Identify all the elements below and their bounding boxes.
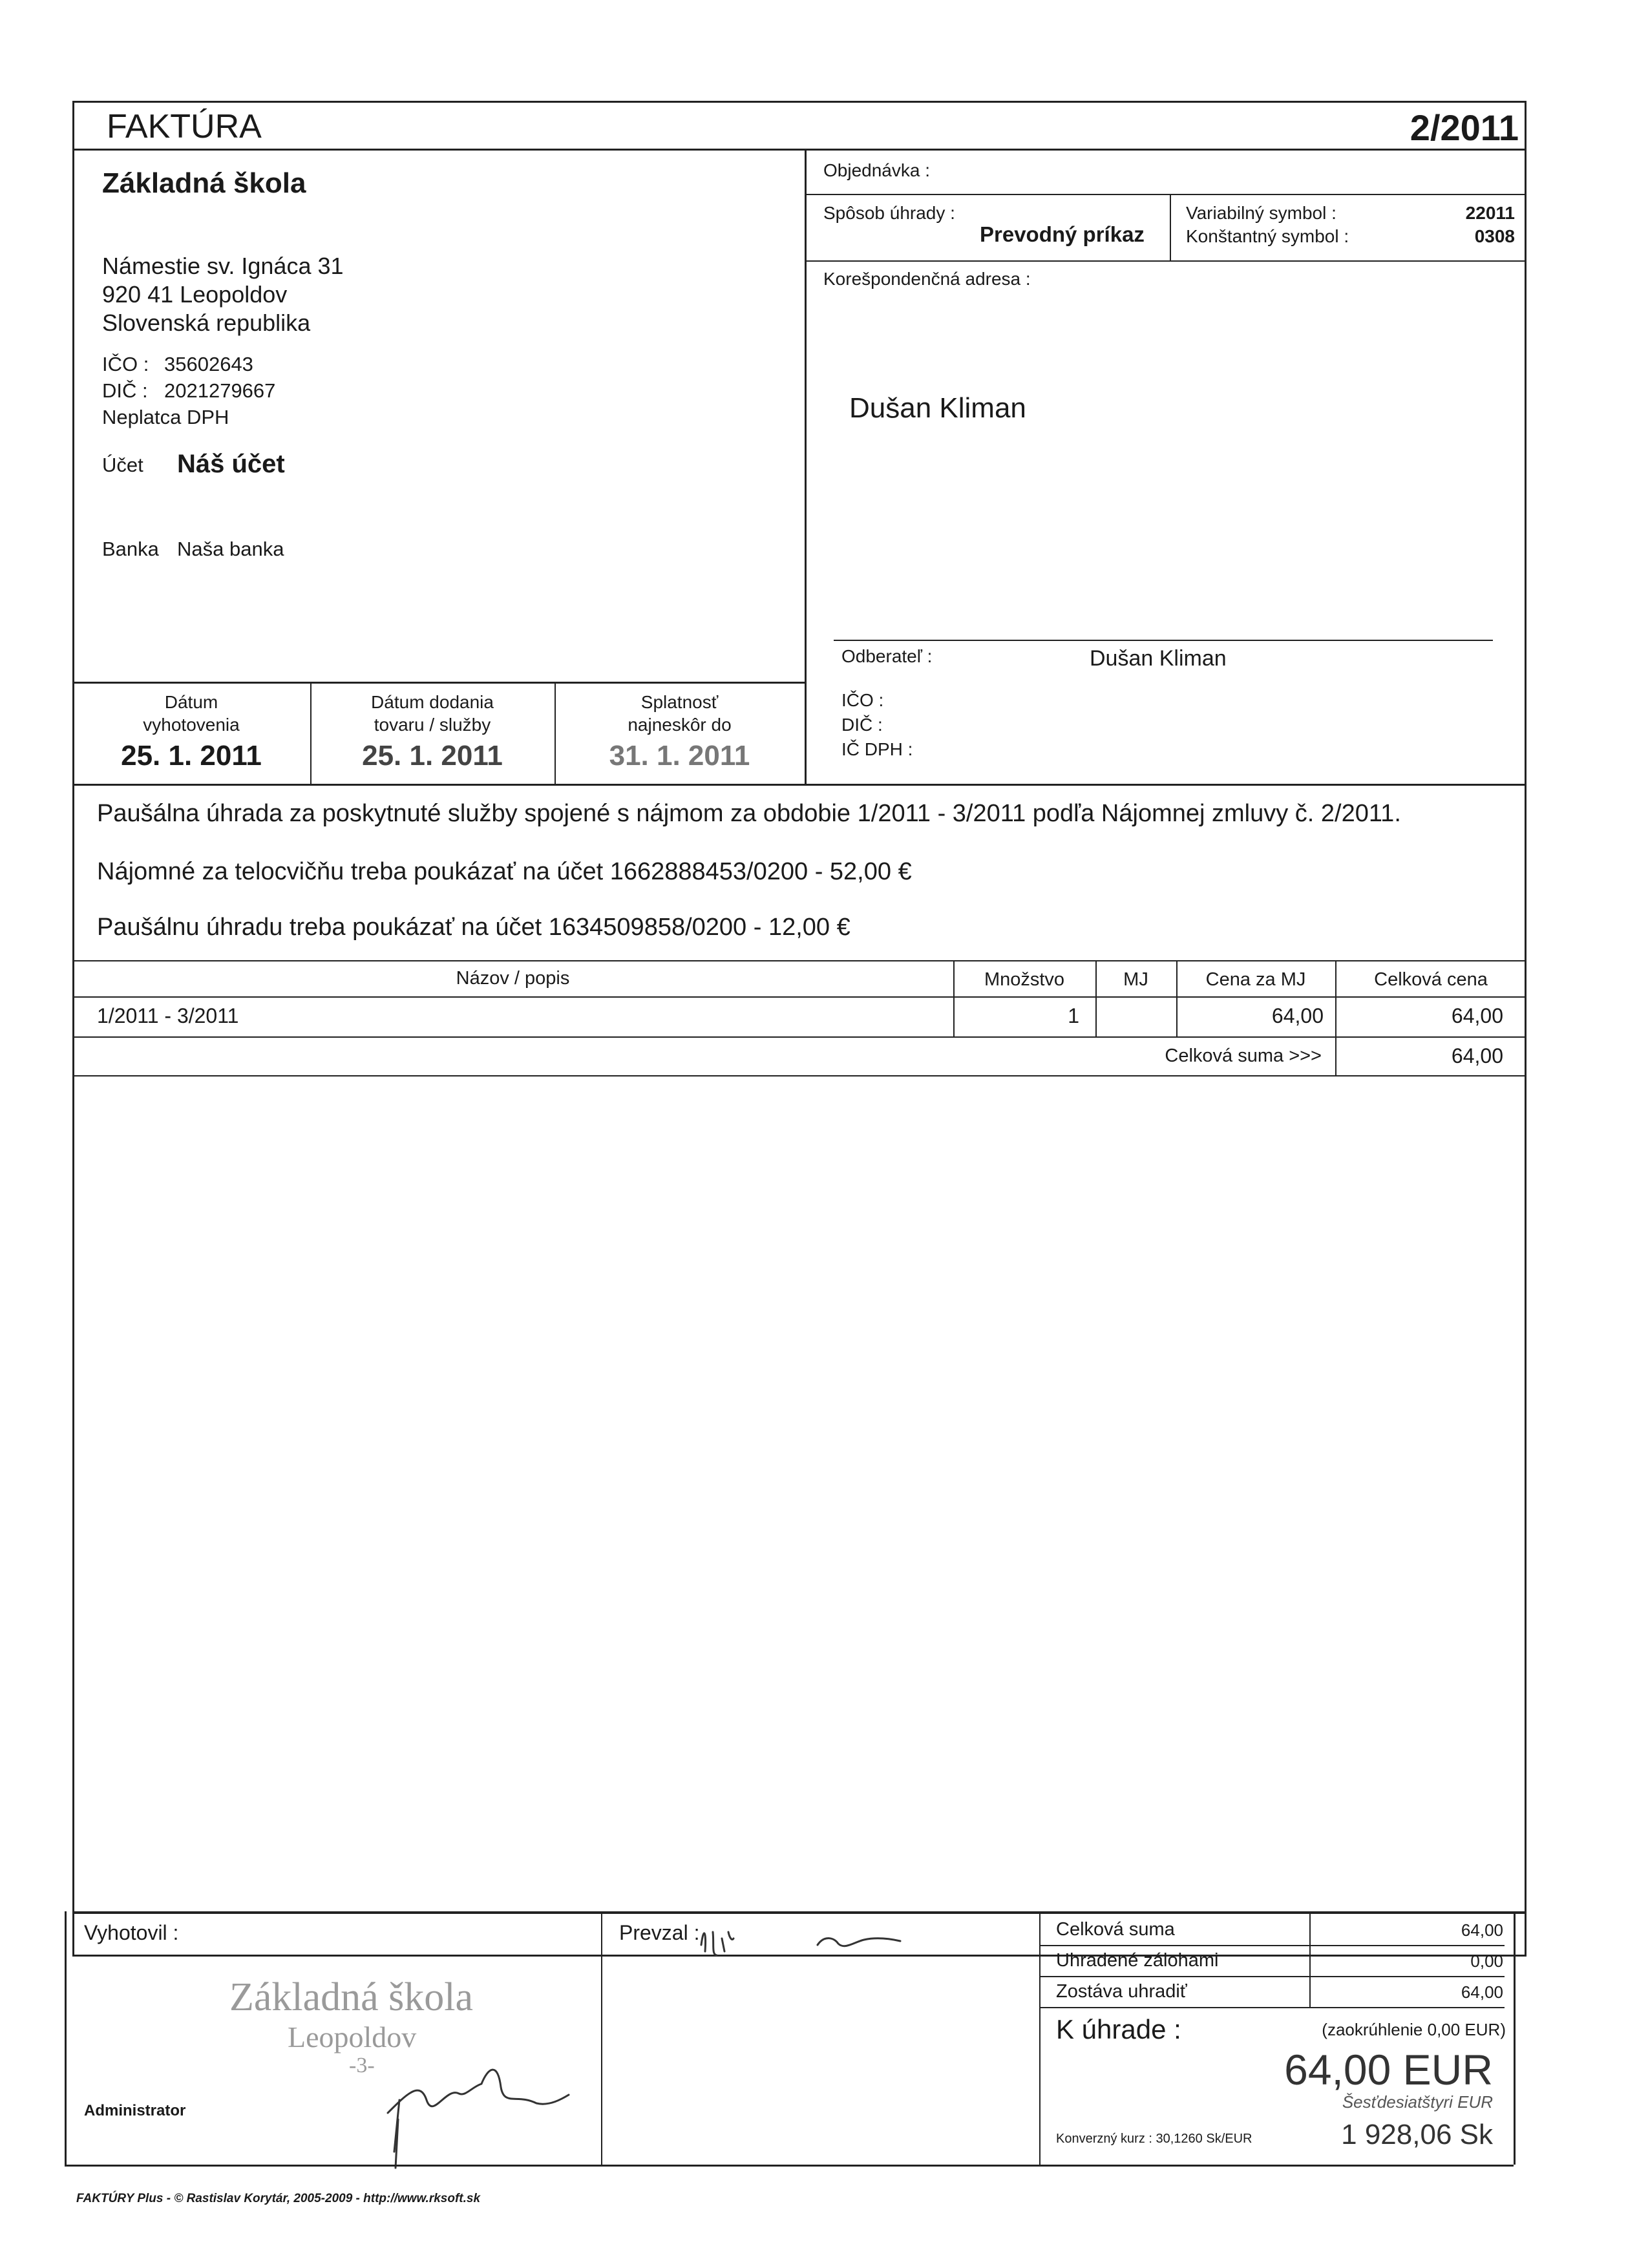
signature-received-icon (695, 1913, 908, 1964)
items-sum: 64,00 (1451, 1044, 1503, 1067)
stamp-line-1: Základná škola (229, 1975, 474, 2019)
issue-date-label-2: vyhotovenia (143, 715, 240, 735)
stamp-line-2: Leopoldov (288, 2021, 417, 2053)
item-total: 64,00 (1451, 1004, 1503, 1027)
invoice-number: 2/2011 (1410, 107, 1519, 148)
correspondence-name: Dušan Kliman (849, 392, 1026, 424)
variable-symbol: 22011 (1465, 203, 1515, 223)
col-header-qty: Množstvo (984, 969, 1065, 990)
invoice-title: FAKTÚRA (107, 108, 262, 145)
dates-top-line (72, 682, 805, 684)
totals-line-1 (1039, 1945, 1505, 1946)
title-divider (72, 149, 1527, 151)
totals-advances-label: Uhradené zálohami (1056, 1950, 1219, 1971)
customer-icdph-label: IČ DPH : (841, 739, 913, 759)
totals-total-label: Celková suma (1056, 1919, 1175, 1940)
supplier-ico-label: IČO : (102, 353, 149, 375)
constant-symbol: 0308 (1474, 226, 1515, 246)
variable-symbol-label: Variabilný symbol : (1186, 203, 1336, 223)
totals-advances: 0,00 (1470, 1951, 1503, 1971)
totals-line-3 (1039, 2007, 1505, 2008)
header-vertical-divider (805, 149, 807, 784)
payment-method: Prevodný príkaz (980, 222, 1145, 246)
col-header-name: Názov / popis (456, 968, 570, 989)
footer-left-edge (65, 1911, 67, 2165)
col-header-total: Celková cena (1374, 969, 1488, 990)
due-date: 31. 1. 2011 (609, 740, 750, 772)
items-sum-label: Celková suma >>> (1165, 1045, 1322, 1066)
supplier-country: Slovenská republika (102, 310, 311, 336)
to-pay-words: Šesťdesiatštyri EUR (1342, 2092, 1493, 2112)
customer-name: Dušan Kliman (1090, 646, 1227, 671)
due-date-label-1: Splatnosť (640, 692, 719, 712)
symbols-divider (1170, 194, 1171, 260)
due-date-label-2: najneskôr do (628, 715, 732, 735)
supplier-account: Náš účet (177, 450, 285, 478)
totals-remaining-label: Zostáva uhradiť (1056, 1981, 1187, 2002)
order-line (805, 194, 1527, 195)
totals-total: 64,00 (1461, 1920, 1503, 1940)
item-unit-price: 64,00 (1271, 1004, 1324, 1027)
received-by-label: Prevzal : (619, 1921, 700, 1944)
items-row-line (72, 1036, 1527, 1038)
supplier-city: 920 41 Leopoldov (102, 281, 288, 308)
item-qty: 1 (1068, 1004, 1079, 1027)
prepared-by-name: Administrator (84, 2102, 186, 2119)
supplier-dic-label: DIČ : (102, 379, 148, 402)
order-label: Objednávka : (823, 160, 930, 180)
items-header-line (72, 996, 1527, 998)
supplier-bank: Naša banka (177, 538, 284, 560)
supplier-dic: 2021279667 (164, 379, 276, 402)
footer-sig-col-1 (601, 1911, 602, 2165)
supplier-vat-note: Neplatca DPH (102, 406, 229, 428)
prepared-by-label: Vyhotovil : (84, 1921, 179, 1944)
software-credit: FAKTÚRY Plus - © Rastislav Korytár, 2005-2009 - http://www.rksoft.sk (76, 2192, 481, 2205)
totals-line-2 (1039, 1976, 1505, 1977)
supplier-name: Základná škola (102, 167, 306, 199)
note-line-1: Paušálna úhrada za poskytnuté služby spojené s nájmom za obdobie 1/2011 - 3/2011 podľa Nájomnej zmluvy č. 2/2011. (97, 800, 1401, 827)
col-header-unit: MJ (1123, 969, 1148, 990)
issue-date: 25. 1. 2011 (121, 740, 262, 772)
note-line-2: Nájomné za telocvičňu treba poukázať na účet 1662888453/0200 - 52,00 € (97, 858, 912, 885)
customer-line (834, 640, 1493, 641)
correspondence-label: Korešpondenčná adresa : (823, 269, 1031, 289)
stamp-line-3: -3- (349, 2053, 375, 2077)
footer-right-edge (1514, 1911, 1516, 2165)
rounding-note: (zaokrúhlenie 0,00 EUR) (1322, 2020, 1506, 2039)
delivery-date: 25. 1. 2011 (362, 740, 503, 772)
payment-line (805, 260, 1527, 262)
constant-symbol-label: Konštantný symbol : (1186, 226, 1349, 246)
signature-prepared-icon (368, 2022, 575, 2171)
note-line-3: Paušálnu úhradu treba poukázať na účet 1634509858/0200 - 12,00 € (97, 914, 850, 941)
supplier-bank-label: Banka (102, 538, 159, 560)
item-name: 1/2011 - 3/2011 (97, 1004, 239, 1027)
footer-bottom-line (65, 2165, 1514, 2167)
col-header-unit-price: Cena za MJ (1205, 969, 1306, 990)
customer-dic-label: DIČ : (841, 715, 883, 735)
payment-label: Spôsob úhrady : (823, 203, 955, 223)
issue-date-label-1: Dátum (164, 692, 218, 712)
supplier-ico: 35602643 (164, 353, 253, 375)
delivery-date-label-1: Dátum dodania (371, 692, 494, 712)
header-bottom-line (72, 784, 1527, 786)
to-pay-amount: 64,00 EUR (1284, 2046, 1493, 2094)
delivery-date-label-2: tovaru / služby (374, 715, 491, 735)
supplier-street: Námestie sv. Ignáca 31 (102, 253, 344, 279)
customer-ico-label: IČO : (841, 690, 884, 710)
totals-remaining: 64,00 (1461, 1982, 1503, 2002)
to-pay-label: K úhrade : (1056, 2014, 1181, 2044)
conversion-rate: Konverzný kurz : 30,1260 Sk/EUR (1056, 2132, 1252, 2146)
customer-label: Odberateľ : (841, 646, 933, 666)
supplier-account-label: Účet (102, 454, 143, 476)
to-pay-sk: 1 928,06 Sk (1341, 2119, 1493, 2150)
